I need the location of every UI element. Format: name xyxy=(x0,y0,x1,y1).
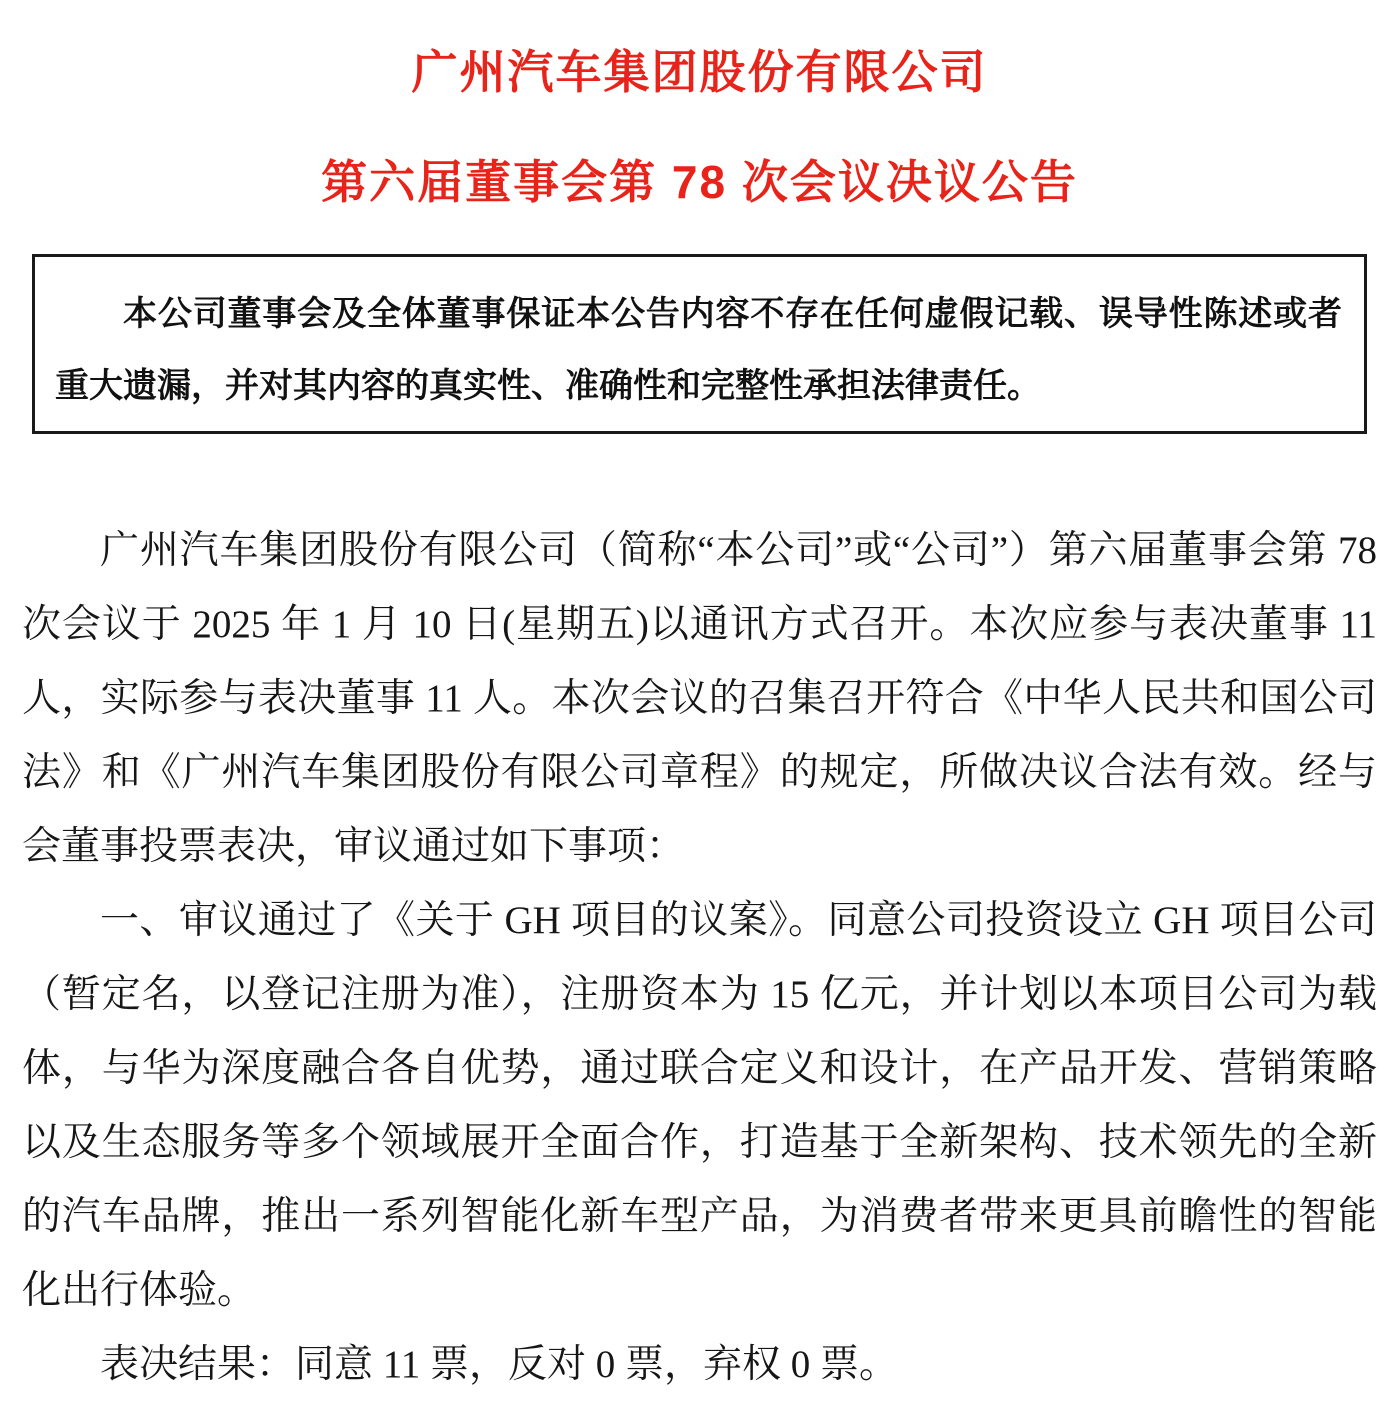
paragraph-meeting-info: 广州汽车集团股份有限公司（简称“本公司”或“公司”）第六届董事会第 78 次会议于 2025 年 1 月 10 日(星期五)以通讯方式召开。本次应参与表决董事 11 人，实际参与表决董事 11 人。本次会议的召集召开符合《中华人民共和国公司法》和《广州汽车集团股份有限公司章程》的规定，所做决议合法有效。经与会董事投票表决，审议通过如下事项： xyxy=(22,529,1377,868)
company-name-title: 广州汽车集团股份有限公司 xyxy=(411,46,988,98)
disclaimer-text: 本公司董事会及全体董事保证本公告内容不存在任何虚假记载、误导性陈述或者重大遗漏，并对其内容的真实性、准确性和完整性承担法律责任。 xyxy=(55,296,1342,405)
paragraph-resolution-gh-project: 一、审议通过了《关于 GH 项目的议案》。同意公司投资设立 GH 项目公司（暂定名，以登记注册为准），注册资本为 15 亿元，并计划以本项目公司为载体，与华为深度融合各自优势，通过联合定义和设计，在产品开发、营销策略以及生态服务等多个领域展开全面合作，打造基于全新架构、技术领先的全新的汽车品牌，推出一系列智能化新车型产品，为消费者带来更具前瞻性的智能化出行体验。 xyxy=(22,899,1377,1312)
disclaimer-box xyxy=(32,254,1367,434)
paragraph-vote-result: 表决结果：同意 11 票，反对 0 票，弃权 0 票。 xyxy=(100,1343,899,1386)
meeting-resolution-title: 第六届董事会第 78 次会议决议公告 xyxy=(321,156,1078,208)
document-body xyxy=(22,514,1377,1402)
